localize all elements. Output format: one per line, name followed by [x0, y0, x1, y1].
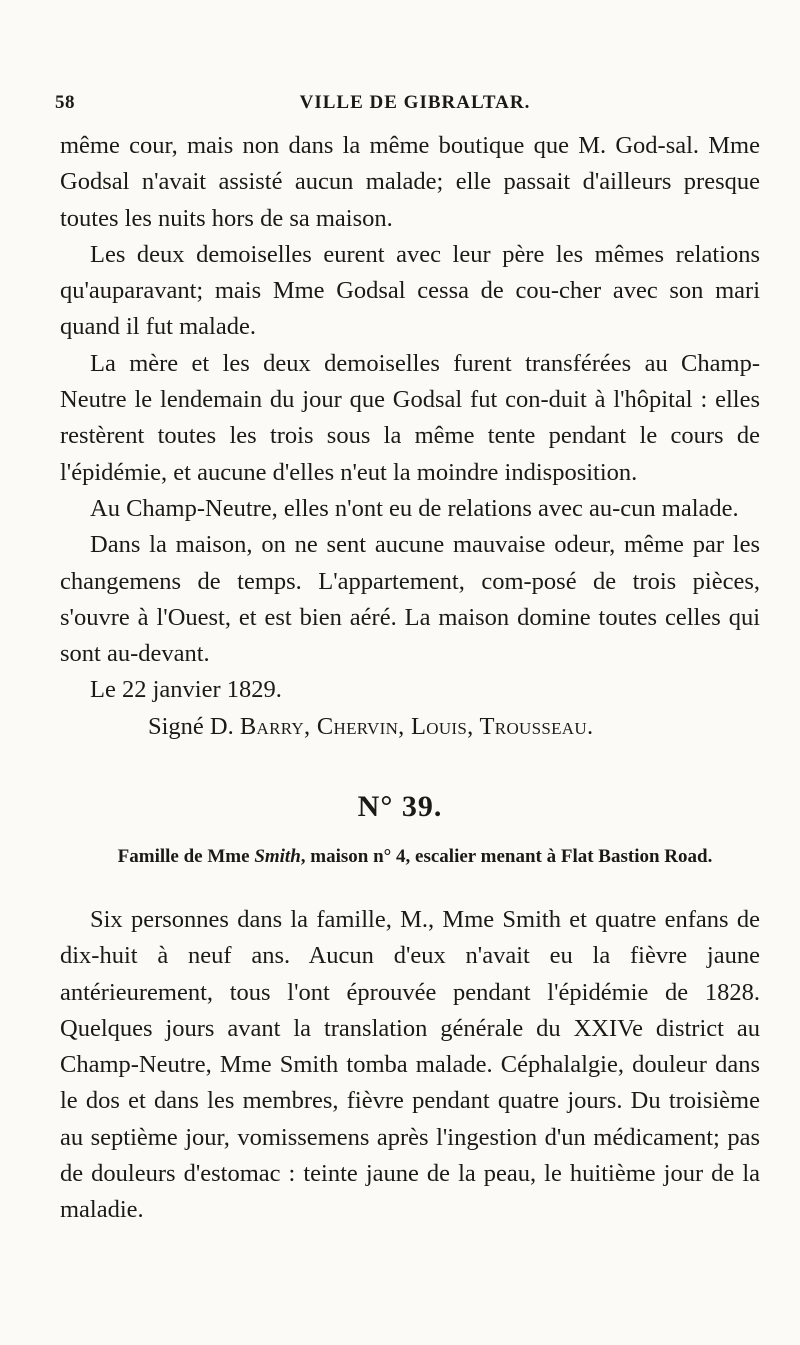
- subtitle-name: Smith: [254, 846, 301, 867]
- subtitle-rest: , maison n° 4, escalier menant à Flat Bastion Road.: [300, 846, 713, 867]
- paragraph: même cour, mais non dans la même boutique que M. God-sal. Mme Godsal n'avait assisté aucun malade; elle passait d'ailleurs presque toutes les nuits hors de sa maison.: [60, 132, 760, 232]
- case-subtitle: [70, 844, 760, 870]
- section-godsal: [60, 128, 760, 745]
- running-head: VILLE DE GIBRALTAR.: [299, 92, 531, 113]
- paragraph: La mère et les deux demoiselles furent transférées au Champ-Neutre le lendemain du jour que Godsal fut con-duit à l'hôpital : elles restèrent toutes les trois sous la même tente pendant le cours de l'épidémie, et aucune d'elles n'eut la moindre indisposition.: [60, 349, 760, 486]
- section-smith: [60, 902, 760, 1229]
- signatories: Barry, Chervin, Louis, Trousseau.: [239, 712, 594, 740]
- signature-line: [60, 709, 760, 745]
- page-header: [55, 92, 775, 120]
- subtitle-prefix: Famille de Mme: [117, 846, 255, 867]
- paragraph: Six personnes dans la famille, M., Mme Smith et quatre enfans de dix-huit à neuf ans. Aucun d'eux n'avait eu la fièvre jaune antérieurement, tous l'ont éprouvée pendant l'épidémie de 1828. Quelques jours avant la translation générale du XXIVe district au Champ-Neutre, Mme Smith tomba malade. Céphalalgie, douleur dans le dos et dans les membres, fièvre pendant quatre jours. Du troisième au septième jour, vomissemens après l'ingestion d'un médicament; pas de douleurs d'estomac : teinte jaune de la peau, le huitième jour de la maladie.: [60, 906, 760, 1224]
- case-number-heading: N° 39.: [357, 790, 443, 823]
- paragraph: Au Champ-Neutre, elles n'ont eu de relations avec au-cun malade.: [90, 494, 739, 522]
- paragraph: Dans la maison, on ne sent aucune mauvaise odeur, même par les changemens de temps. L'appartement, com-posé de trois pièces, s'ouvre à l'Ouest, et est bien aéré. La maison domine toutes celles qui sont au-devant.: [60, 531, 760, 668]
- report-date: Le 22 janvier 1829.: [90, 676, 282, 704]
- signed-prefix: Signé D.: [148, 712, 240, 740]
- paragraph: Les deux demoiselles eurent avec leur père les mêmes relations qu'auparavant; mais Mme Godsal cessa de cou-cher avec son mari quand il fut malade.: [60, 240, 760, 341]
- page-number: 58: [55, 92, 75, 113]
